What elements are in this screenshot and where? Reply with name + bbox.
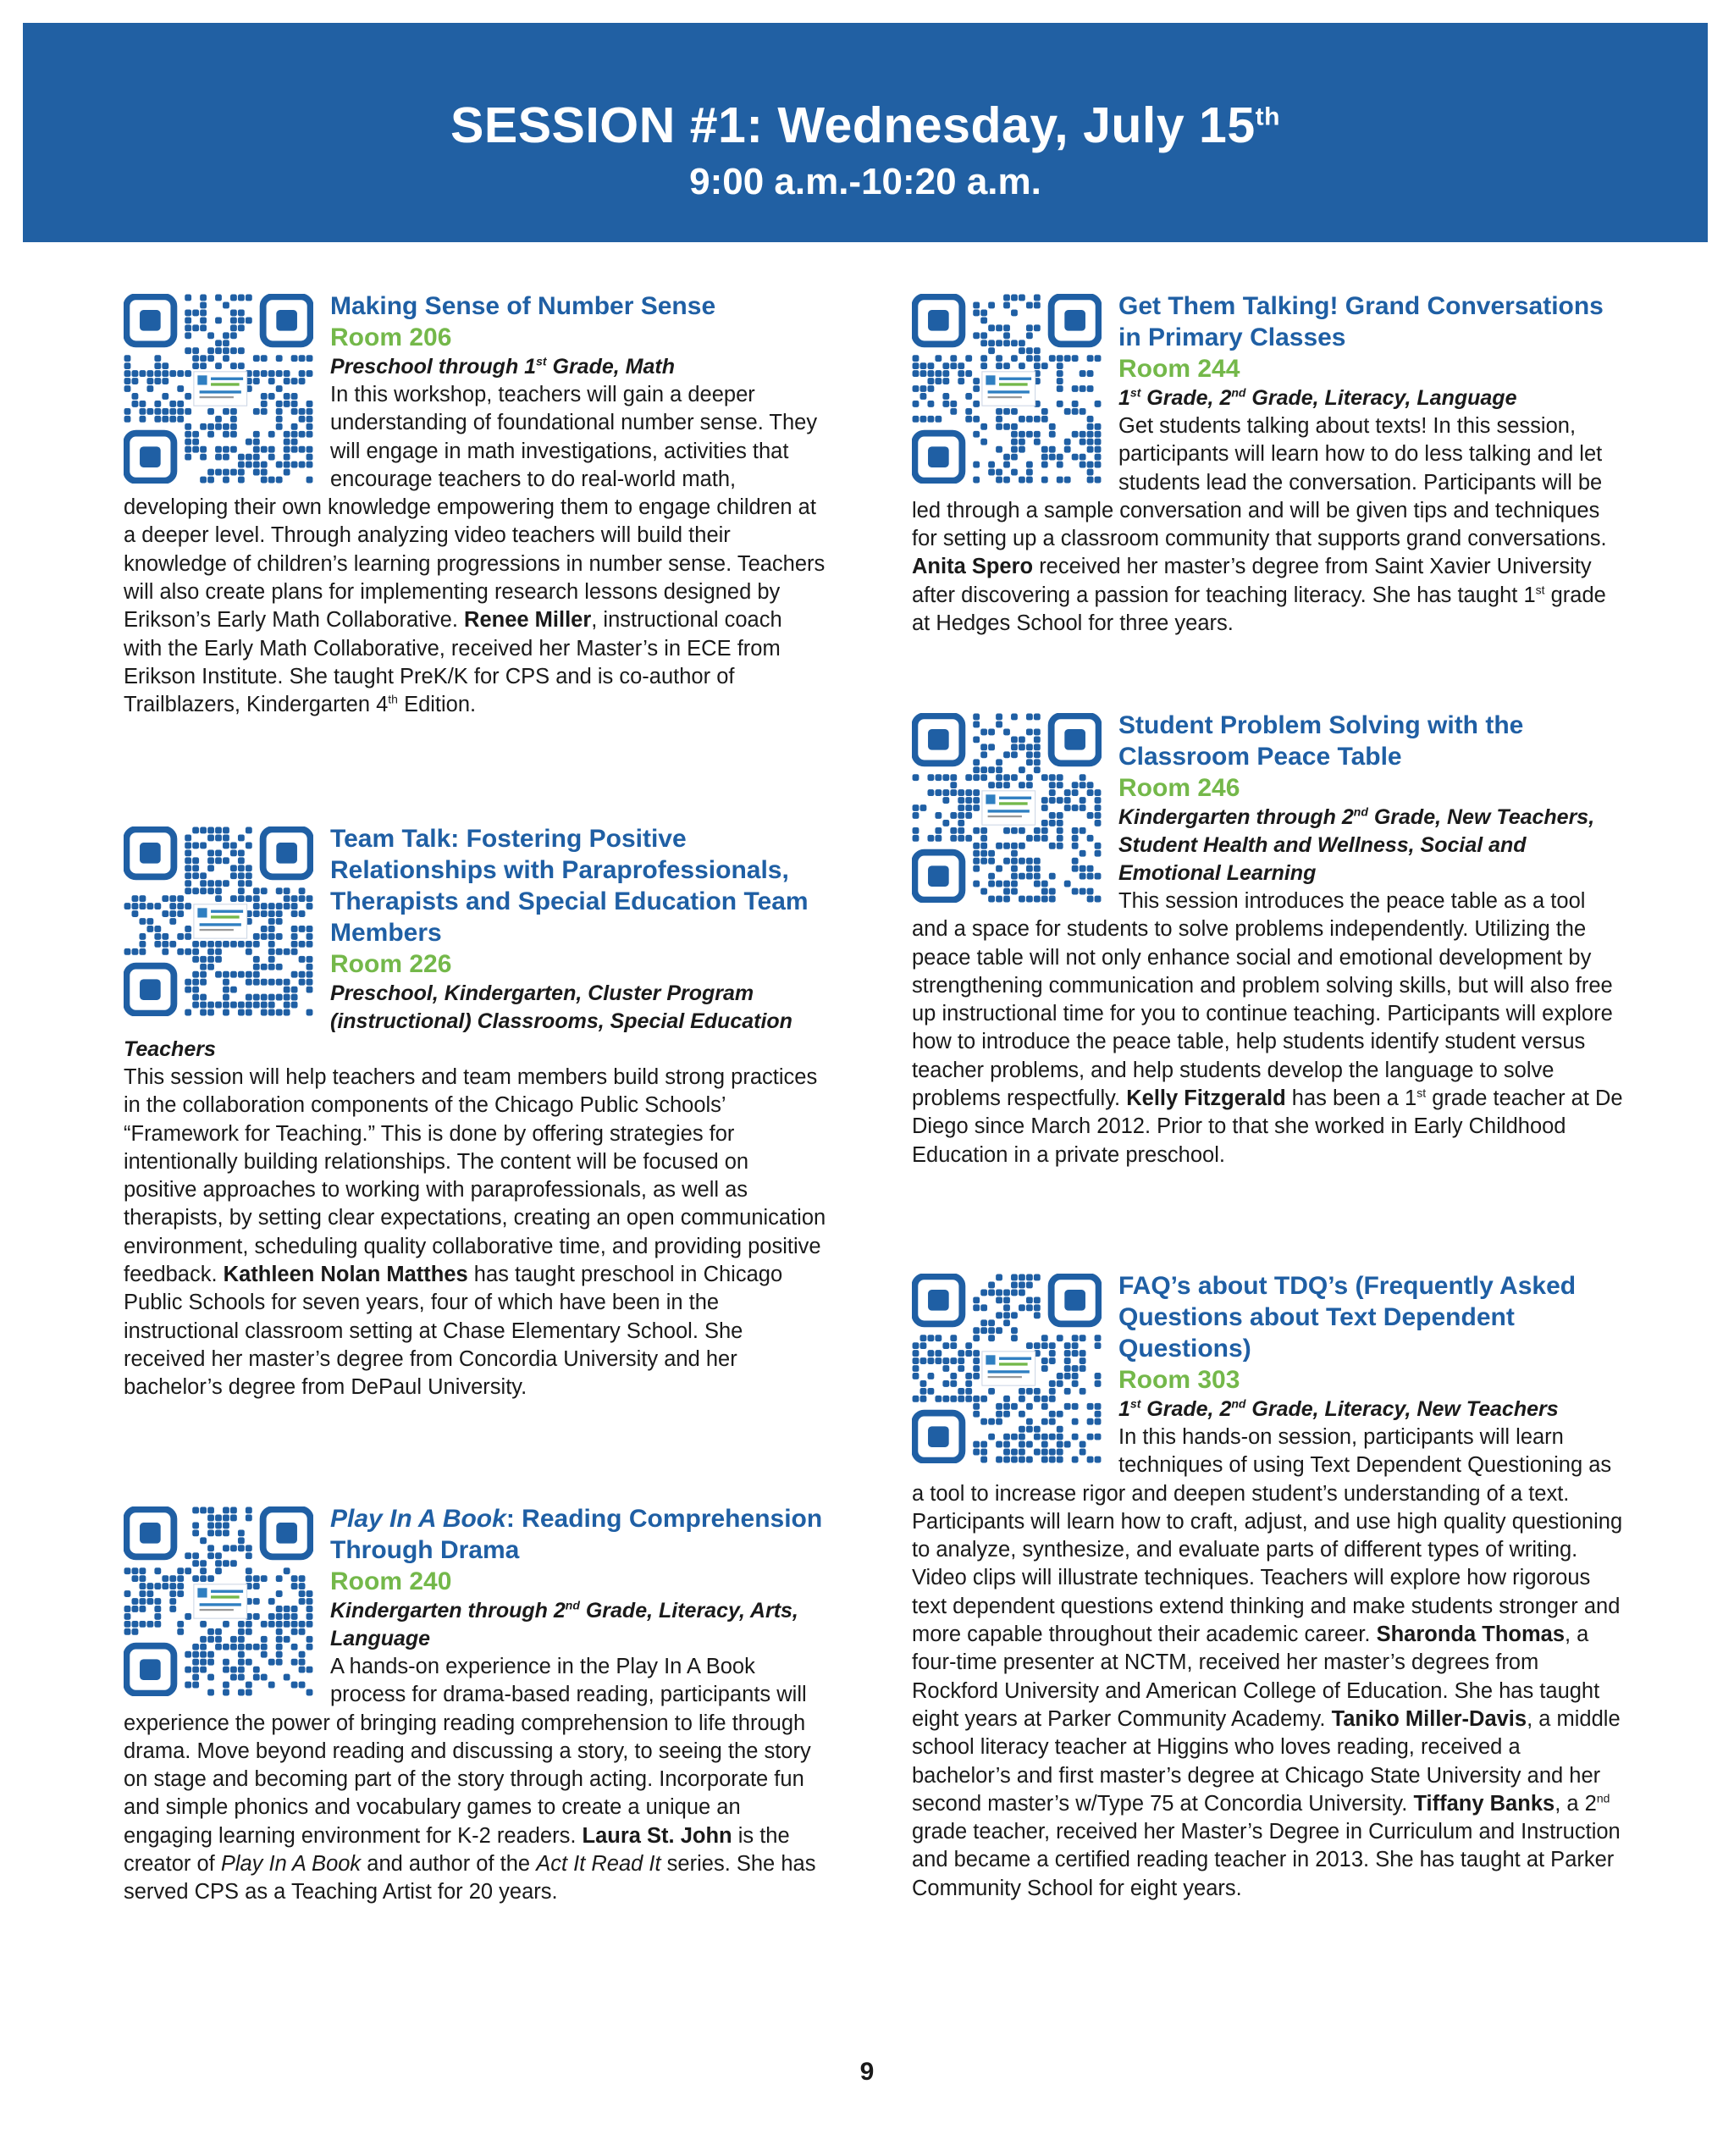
session-audience: Kindergarten through 2nd Grade, New Teachers, Student Health and Wellness, Social and Emotional Learning [1118, 804, 1595, 885]
session-description: This session introduces the peace table as a tool and a space for students to solve problems independently. Utilizing the peace table will not only enhance social and emotional development by strengthening communication and problem solving skills, but will also free up instructional time for you to continue teaching. Participants will explore how to introduce the peace table, help students identify student versus teacher problems, and help students develop the language to solve problems respectfully. Kelly Fitzgerald has been a 1st grade teacher at De Diego since March 2012. Prior to that she worked in Early Childhood Education in a private preschool. [912, 889, 1623, 1167]
session-audience: Kindergarten through 2nd Grade, Literacy, Arts, Language [330, 1598, 798, 1650]
qr-code-icon[interactable] [124, 294, 313, 484]
session-description: This session will help teachers and team members build strong practices in the collaboration components of the Chicago Public Schools’ “Framework for Teaching.” This is done by offering strategies for intentionally building relationships. The content will be focused on positive approaches to working with paraprofessionals, as well as therapists, by setting clear expectations, creating an open communication environment, scheduling quality collaborative time, and providing positive feedback. Kathleen Nolan Matthes has taught preschool in Chicago Public Schools for seven years, four of which have been in the instructional classroom setting at Chase Elementary School. She received her master’s degree from Concordia University and her bachelor’s degree from DePaul University. [124, 1065, 826, 1400]
session-name: Play In A Book: Reading Comprehension Through Drama [330, 1505, 823, 1564]
session-description: In this hands-on session, participants will learn techniques of using Text Dependent Questioning as a tool to increase rigor and deepen student’s understanding of a text. Participants will learn how to craft, adjust, and use high quality questioning to analyze, synthesize, and evaluate parts of different types of writing. Video clips will illustrate techniques. Teachers will explore how rigorous text dependent questions extend thinking and make students stronger and more capable throughout their academic career. Sharonda Thomas, a four-time presenter at NCTM, received her master’s degrees from Rockford University and American College of Education. She has taught eight years at Parker Community Academy. Taniko Miller-Davis, a middle school literacy teacher at Higgins who loves reading, received a bachelor’s and first master’s degree at Chicago State University and her second master’s w/Type 75 at Concordia University. Tiffany Banks, a 2nd grade teacher, received her Master’s Degree in Curriculum and Instruction and became a certified reading teacher in 2013. She has taught at Parker Community School for eight years. [912, 1425, 1623, 1900]
session-card [124, 823, 826, 1402]
session-audience: Preschool, Kindergarten, Cluster Program (instructional) Classrooms, Special Education Teachers [124, 981, 792, 1061]
presenter-name: Sharonda Thomas [1376, 1623, 1566, 1647]
session-card [912, 1270, 1623, 1903]
session-name: Get Them Talking! Grand Conversations in Primary Classes [1118, 292, 1604, 351]
session-name: Team Talk: Fostering Positive Relationships with Paraprofessionals, Therapists and Special Education Team Members [330, 825, 809, 947]
qr-code-icon[interactable] [124, 826, 313, 1016]
session-title-sup: th [1255, 102, 1280, 131]
session-room: Room 206 [330, 323, 452, 351]
session-description: In this workshop, teachers will gain a deeper understanding of foundational number sense. They will engage in math investigations, activities that encourage teachers to do real-world math, developing their own knowledge empowering them to engage children at a deeper level. Through analyzing video teachers will build their knowledge of children’s learning progressions in number sense. Teachers will also create plans for implementing research lessons designed by Erikson’s Early Math Collaborative. Renee Miller, instructional coach with the Early Math Collaborative, received her Master’s in ECE from Erikson Institute. She taught PreK/K for CPS and is co-author of Trailblazers, Kindergarten 4th Edition. [124, 383, 826, 717]
session-room: Room 246 [1118, 774, 1240, 802]
qr-code-icon[interactable] [912, 294, 1102, 484]
presenter-name: Taniko Miller-Davis [1331, 1706, 1527, 1731]
session-banner [23, 23, 1708, 242]
presenter-name: Kelly Fitzgerald [1126, 1086, 1286, 1111]
presenter-name: Tiffany Banks [1413, 1791, 1555, 1816]
session-card [912, 710, 1623, 1169]
session-room: Room 244 [1118, 355, 1240, 383]
session-card [124, 1503, 826, 1907]
session-title-text: SESSION #1: Wednesday, July 15 [450, 97, 1256, 153]
session-description: A hands-on experience in the Play In A Book process for drama-based reading, participants will experience the power of bringing reading comprehension to life through drama. Move beyond reading and discussing a story, to seeing the story on stage and becoming part of the story through acting. Incorporate fun and simple phonics and vocabulary games to create a unique an engaging learning environment for K-2 readers. Laura St. John is the creator of Play In A Book and author of the Act It Read It series. She has served CPS as a Teaching Artist for 20 years. [124, 1655, 816, 1904]
presenter-name: Kathleen Nolan Matthes [223, 1263, 468, 1287]
session-name: Making Sense of Number Sense [330, 292, 716, 320]
presenter-name: Laura St. John [582, 1823, 732, 1848]
session-card [124, 290, 826, 720]
qr-code-icon[interactable] [912, 713, 1102, 903]
session-card [912, 290, 1623, 638]
session-room: Room 240 [330, 1567, 452, 1595]
qr-code-icon[interactable] [912, 1274, 1102, 1463]
session-title [23, 97, 1708, 153]
session-audience: 1st Grade, 2nd Grade, Literacy, Language [1118, 385, 1517, 410]
session-name: FAQ’s about TDQ’s (Frequently Asked Questions about Text Dependent Questions) [1118, 1272, 1577, 1363]
page-number: 9 [859, 2058, 875, 2086]
session-audience: Preschool through 1st Grade, Math [330, 354, 675, 379]
session-name: Student Problem Solving with the Classroom Peace Table [1118, 711, 1524, 771]
session-time: 9:00 a.m.-10:20 a.m. [689, 161, 1041, 202]
presenter-name: Anita Spero [912, 555, 1034, 579]
session-room: Room 303 [1118, 1366, 1240, 1394]
presenter-name: Renee Miller [464, 608, 592, 633]
qr-code-icon[interactable] [124, 1506, 313, 1696]
session-description: Get students talking about texts! In this session, participants will learn how to do less talking and let students lead the conversation. Participants will be led through a sample conversation and will be given tips and techniques for setting up a classroom community that supports grand conversations. Anita Spero received her master’s degree from Saint Xavier University after discovering a passion for teaching literacy. She has taught 1st grade at Hedges School for three years. [912, 414, 1607, 636]
session-audience: 1st Grade, 2nd Grade, Literacy, New Teachers [1118, 1396, 1559, 1421]
session-room: Room 226 [330, 950, 452, 978]
